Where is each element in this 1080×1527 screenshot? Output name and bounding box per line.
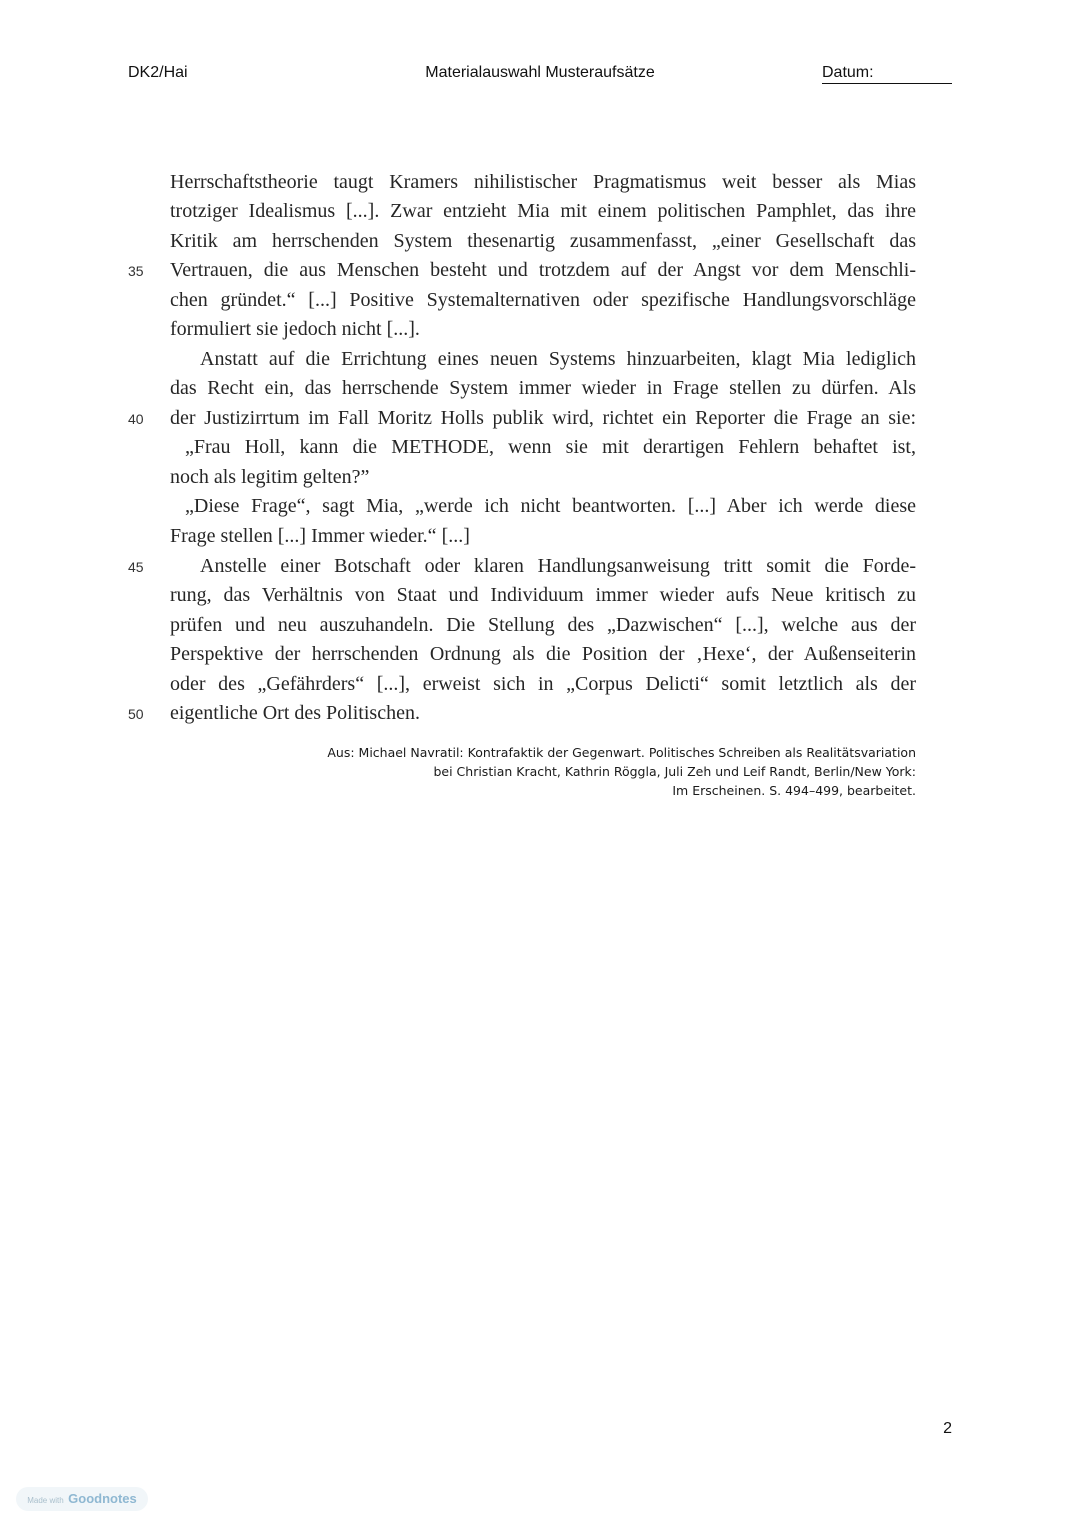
text-line: formuliert sie jedoch nicht [...]. bbox=[170, 318, 420, 340]
text-line: „Diese Frage“, sagt Mia, „werde ich nicht beantworten. [...] Aber ich werde diese bbox=[185, 495, 916, 517]
text-line: Herrschaftstheorie taugt Kramers nihilistischer Pragmatismus weit besser als Mias bbox=[170, 171, 916, 193]
text-line: eigentliche Ort des Politischen. bbox=[170, 702, 420, 724]
text-line: chen gründet.“ [...] Positive Systemalternativen oder spezifische Handlungsvorschläge bbox=[170, 289, 916, 311]
header-course-code: DK2/Hai bbox=[128, 64, 188, 81]
goodnotes-badge bbox=[16, 1487, 148, 1511]
source-line: Im Erscheinen. S. 494–499, bearbeitet. bbox=[672, 783, 916, 798]
text-line: das Recht ein, das herrschende System immer wieder in Frage stellen zu dürfen. Als bbox=[170, 377, 916, 399]
line-number: 45 bbox=[128, 559, 144, 575]
header-title: Materialauswahl Musteraufsätze bbox=[425, 64, 655, 81]
text-line: Anstelle einer Botschaft oder klaren Handlungsanweisung tritt somit die Forde- bbox=[200, 555, 916, 577]
text-line: Kritik am herrschenden System thesenartig zusammenfasst, „einer Gesellschaft das bbox=[170, 230, 916, 252]
line-number: 50 bbox=[128, 706, 144, 722]
text-line: prüfen und neu auszuhandeln. Die Stellung des „Dazwischen“ [...], welche aus der bbox=[170, 614, 916, 636]
text-line: oder des „Gefährders“ [...], erweist sich in „Corpus Delicti“ somit letztlich als der bbox=[170, 673, 916, 695]
text-line: Perspektive der herrschenden Ordnung als die Position der ‚Hexe‘, der Außenseiterin bbox=[170, 643, 916, 665]
source-line: Aus: Michael Navratil: Kontrafaktik der Gegenwart. Politisches Schreiben als Realitätsvariation bbox=[327, 745, 916, 760]
badge-brand-name: Goodnotes bbox=[68, 1491, 137, 1506]
text-line: „Frau Holl, kann die METHODE, wenn sie mit derartigen Fehlern behaftet ist, bbox=[185, 436, 916, 458]
line-number: 35 bbox=[128, 263, 144, 279]
text-line: trotziger Idealismus [...]. Zwar entzieht Mia mit einem politischen Pamphlet, das ihre bbox=[170, 200, 916, 222]
line-number: 40 bbox=[128, 411, 144, 427]
text-line: noch als legitim gelten?” bbox=[170, 466, 370, 488]
text-line: rung, das Verhältnis von Staat und Individuum immer wieder aufs Neue kritisch zu bbox=[170, 584, 916, 606]
page-number: 2 bbox=[943, 1420, 952, 1437]
text-line: der Justizirrtum im Fall Moritz Holls publik wird, richtet ein Reporter die Frage an sie: bbox=[170, 407, 916, 429]
source-line: bei Christian Kracht, Kathrin Röggla, Juli Zeh und Leif Randt, Berlin/New York: bbox=[433, 764, 916, 779]
text-line: Frage stellen [...] Immer wieder.“ [...] bbox=[170, 525, 470, 547]
text-line: Vertrauen, die aus Menschen besteht und trotzdem auf der Angst vor dem Menschli- bbox=[170, 259, 916, 281]
badge-made-with: Made with bbox=[27, 1496, 64, 1505]
header-date-field: Datum: bbox=[822, 64, 952, 84]
text-line: Anstatt auf die Errichtung eines neuen Systems hinzuarbeiten, klagt Mia lediglich bbox=[200, 348, 916, 370]
